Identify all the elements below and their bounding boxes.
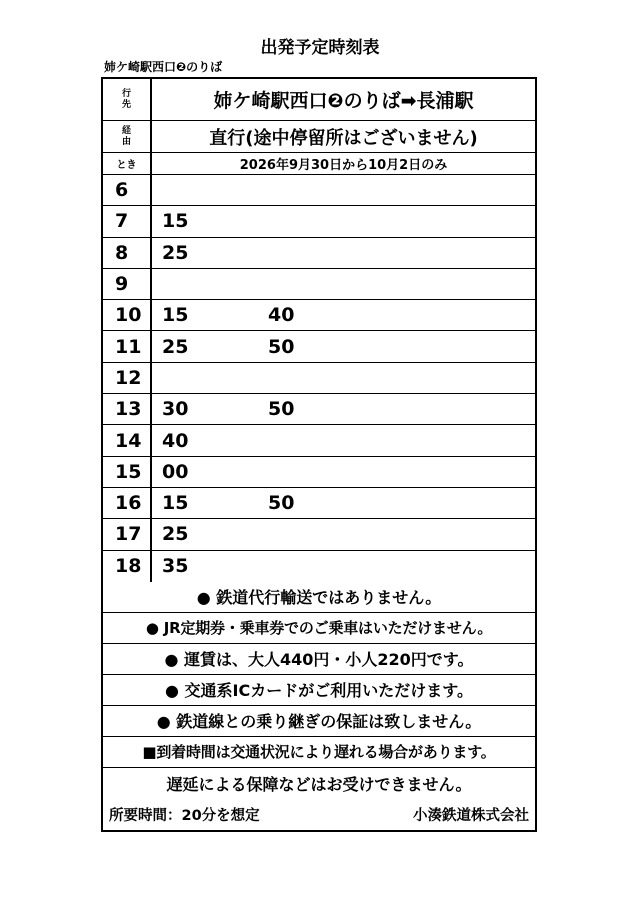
date-row xyxy=(103,153,535,175)
minutes-cell xyxy=(152,269,535,299)
hour-cell: 12 xyxy=(103,363,152,393)
hour-row xyxy=(103,206,535,237)
departure-minute: 50 xyxy=(268,492,295,515)
minutes-cell xyxy=(152,457,535,487)
minutes-cell xyxy=(152,300,535,330)
minutes-cell xyxy=(152,363,535,393)
date-value: 2026年9月30日から10月2日のみ xyxy=(239,158,448,173)
departure-minute: 35 xyxy=(162,555,189,578)
minutes-cell xyxy=(152,551,535,582)
destination-value: 姉ケ崎駅西口❷のりば➡長浦駅 xyxy=(213,90,474,112)
minutes-cell xyxy=(152,519,535,549)
minutes-cell xyxy=(152,238,535,268)
via-label xyxy=(103,121,152,152)
departure-minute: 15 xyxy=(162,304,189,327)
hour-row xyxy=(103,300,535,331)
notice-row: ● 交通系ICカードがご利用いただけます。 xyxy=(103,675,535,706)
hour-row xyxy=(103,488,535,519)
timetable xyxy=(101,77,537,832)
via-label-bottom: 由 xyxy=(121,136,131,147)
notice-row: ● 運賃は、大人440円・小人220円です。 xyxy=(103,644,535,675)
departure-minute: 25 xyxy=(162,241,189,264)
via-label-top: 経 xyxy=(121,126,131,137)
departure-minute: 00 xyxy=(162,460,189,483)
hour-cell: 11 xyxy=(103,331,152,361)
destination-label-bottom: 先 xyxy=(121,99,131,110)
hour-cell: 9 xyxy=(103,269,152,299)
hour-cell: 18 xyxy=(103,551,152,582)
hour-row xyxy=(103,425,535,456)
notice-row: ● JR定期券・乗車券でのご乗車はいただけません。 xyxy=(103,613,535,644)
hour-cell: 14 xyxy=(103,425,152,455)
notices-body xyxy=(103,582,535,799)
departure-minute: 15 xyxy=(162,210,189,233)
footer-row xyxy=(103,799,535,830)
minutes-cell xyxy=(152,175,535,205)
destination-label xyxy=(103,79,152,120)
hour-cell: 8 xyxy=(103,238,152,268)
schedule-body xyxy=(103,175,535,582)
date-label: とき xyxy=(103,153,152,174)
document-title: 出発予定時刻表 xyxy=(260,38,380,58)
hour-row xyxy=(103,551,535,582)
notice-row: 遅延による保障などはお受けできません。 xyxy=(166,774,472,794)
departure-minute: 40 xyxy=(162,429,189,452)
hour-cell: 17 xyxy=(103,519,152,549)
departure-minute: 40 xyxy=(268,304,295,327)
duration-text: 所要時間：20分を想定 xyxy=(109,807,260,824)
notice-row: ● 鉄道代行輸送ではありません。 xyxy=(103,582,535,613)
destination-label-top: 行 xyxy=(121,89,131,100)
hour-cell: 6 xyxy=(103,175,152,205)
destination-row xyxy=(103,79,535,121)
notice-row: ■到着時間は交通状況により遅れる場合があります。 xyxy=(103,737,535,768)
minutes-cell xyxy=(152,331,535,361)
hour-row xyxy=(103,175,535,206)
hour-row xyxy=(103,363,535,394)
departure-minute: 25 xyxy=(162,523,189,546)
hour-row xyxy=(103,394,535,425)
notice-row: ● 鉄道線との乗り継ぎの保証は致しません。 xyxy=(103,706,535,737)
hour-row xyxy=(103,269,535,300)
hour-cell: 15 xyxy=(103,457,152,487)
minutes-cell xyxy=(152,394,535,424)
departure-minute: 50 xyxy=(268,335,295,358)
minutes-cell xyxy=(152,206,535,236)
stop-label: 姉ケ崎駅西口❷のりば xyxy=(104,60,223,74)
departure-minute: 50 xyxy=(268,398,295,421)
via-value: 直行(途中停留所はございません) xyxy=(209,127,478,149)
hour-cell: 10 xyxy=(103,300,152,330)
departure-minute: 30 xyxy=(162,398,189,421)
departure-minute: 25 xyxy=(162,335,189,358)
hour-row xyxy=(103,519,535,550)
departure-minute: 15 xyxy=(162,492,189,515)
company-name: 小湊鉄道株式会社 xyxy=(413,807,529,824)
hour-cell: 16 xyxy=(103,488,152,518)
hour-cell: 13 xyxy=(103,394,152,424)
hour-row xyxy=(103,457,535,488)
minutes-cell xyxy=(152,488,535,518)
hour-row xyxy=(103,331,535,362)
hour-cell: 7 xyxy=(103,206,152,236)
hour-row xyxy=(103,238,535,269)
via-row xyxy=(103,121,535,153)
minutes-cell xyxy=(152,425,535,455)
